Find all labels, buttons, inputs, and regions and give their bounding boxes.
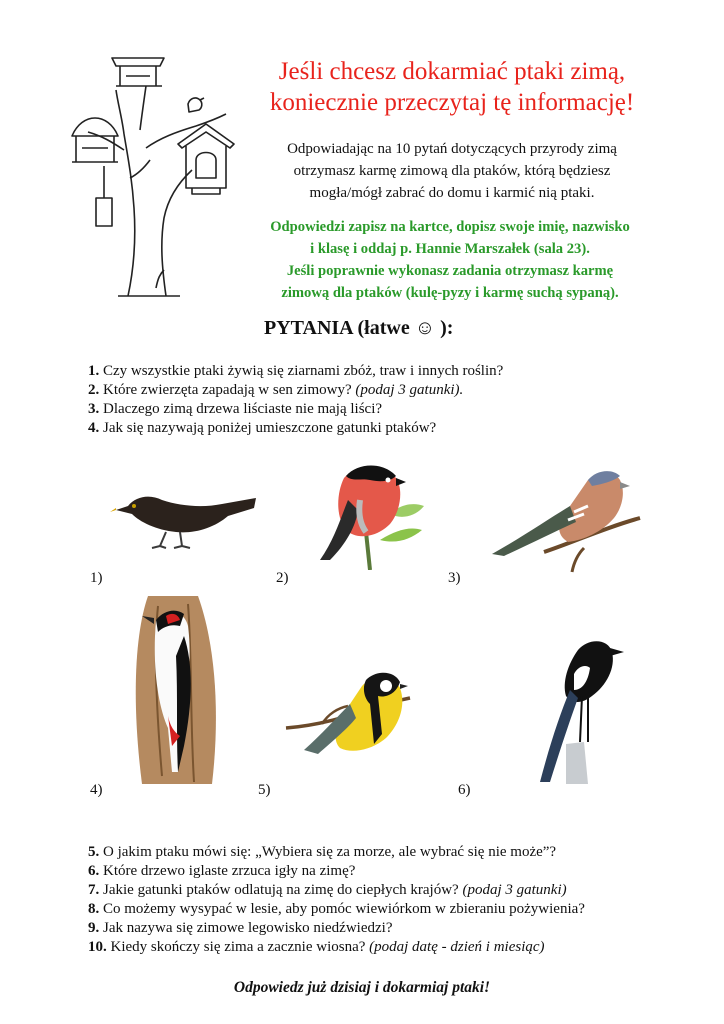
question-text: Co możemy wysypać w lesie, aby pomóc wiewiórkom w zbieraniu pożywienia? — [103, 901, 585, 917]
question-text: Które zwierzęta zapadają w sen zimowy? — [103, 382, 356, 398]
bird-label-3: 3) — [448, 570, 461, 586]
question-hint: (podaj datę - dzień i miesiąc) — [369, 939, 545, 955]
instructions-text — [238, 216, 662, 304]
instructions-line-2: i klasę i oddaj p. Hannie Marszałek (sala 23). — [310, 241, 590, 257]
question-number: 1. — [88, 363, 100, 379]
blackbird-illustration — [110, 478, 260, 553]
questions-list-2 — [88, 843, 585, 957]
question-number: 2. — [88, 382, 100, 398]
intro-line-3: mogła/mógł zabrać do domu i karmić nią ptaki. — [309, 185, 595, 201]
title-line-1: Jeśli chcesz dokarmiać ptaki zimą, — [278, 58, 626, 85]
question-text: Jakie gatunki ptaków odlatują na zimę do ciepłych krajów? — [103, 882, 463, 898]
question-item — [88, 900, 585, 919]
question-item — [88, 938, 585, 957]
bird-label-4: 4) — [90, 782, 103, 798]
question-text: Dlaczego zimą drzewa liściaste nie mają liści? — [103, 401, 383, 417]
question-item — [88, 362, 503, 381]
question-number: 7. — [88, 882, 100, 898]
chaffinch-illustration — [484, 462, 644, 580]
instructions-line-1: Odpowiedzi zapisz na kartce, dopisz swoje imię, nazwisko — [270, 219, 630, 235]
intro-line-1: Odpowiadając na 10 pytań dotyczących przyrody zimą — [287, 141, 617, 157]
questions-list-1 — [88, 362, 503, 438]
question-number: 3. — [88, 401, 100, 417]
tree-feeder-illustration — [68, 38, 236, 298]
bird-label-1: 1) — [90, 570, 103, 586]
footer-call-to-action: Odpowiedz już dzisiaj i dokarmiaj ptaki! — [233, 979, 491, 996]
illustration-credit — [212, 258, 218, 260]
question-number: 4. — [88, 420, 100, 436]
question-item — [88, 881, 585, 900]
magpie-illustration — [526, 624, 626, 784]
title-line-2: koniecznie przeczytaj tę informację! — [269, 89, 635, 116]
question-text: Kiedy skończy się zima a zacznie wiosna? — [106, 939, 370, 955]
question-number: 10. — [88, 939, 107, 955]
question-item — [88, 400, 503, 419]
question-number: 9. — [88, 920, 100, 936]
instructions-line-4: zimową dla ptaków (kulę-pyzy i karmę suchą sypaną). — [281, 285, 619, 301]
question-text: Jak nazywa się zimowe legowisko niedźwiedzi? — [103, 920, 393, 936]
question-number: 8. — [88, 901, 100, 917]
woodpecker-illustration — [128, 596, 220, 784]
bullfinch-illustration — [300, 460, 440, 570]
questions-heading: PYTANIA (łatwe ☺ ): — [264, 317, 454, 339]
question-hint: (podaj 3 gatunki) — [462, 882, 567, 898]
question-item — [88, 419, 503, 438]
question-item — [88, 862, 585, 881]
question-number: 6. — [88, 863, 100, 879]
question-text: Czy wszystkie ptaki żywią się ziarnami zbóż, traw i innych roślin? — [103, 363, 504, 379]
question-text: O jakim ptaku mówi się: „Wybiera się za morze, ale wybrać się nie może”? — [103, 844, 557, 860]
question-item — [88, 381, 503, 400]
question-item — [88, 843, 585, 862]
question-text: Które drzewo iglaste zrzuca igły na zimę? — [103, 863, 356, 879]
question-hint: (podaj 3 gatunki). — [355, 382, 464, 398]
intro-line-2: otrzymasz karmę zimową dla ptaków, którą będziesz — [293, 163, 611, 179]
great-tit-illustration — [282, 664, 418, 774]
page-title — [232, 56, 672, 118]
instructions-line-3: Jeśli poprawnie wykonasz zadania otrzymasz karmę — [286, 263, 614, 279]
intro-text — [244, 138, 660, 204]
question-item — [88, 919, 585, 938]
question-text: Jak się nazywają poniżej umieszczone gatunki ptaków? — [103, 420, 437, 436]
bird-label-5: 5) — [258, 782, 271, 798]
question-number: 5. — [88, 844, 100, 860]
bird-label-2: 2) — [276, 570, 289, 586]
bird-label-6: 6) — [458, 782, 471, 798]
